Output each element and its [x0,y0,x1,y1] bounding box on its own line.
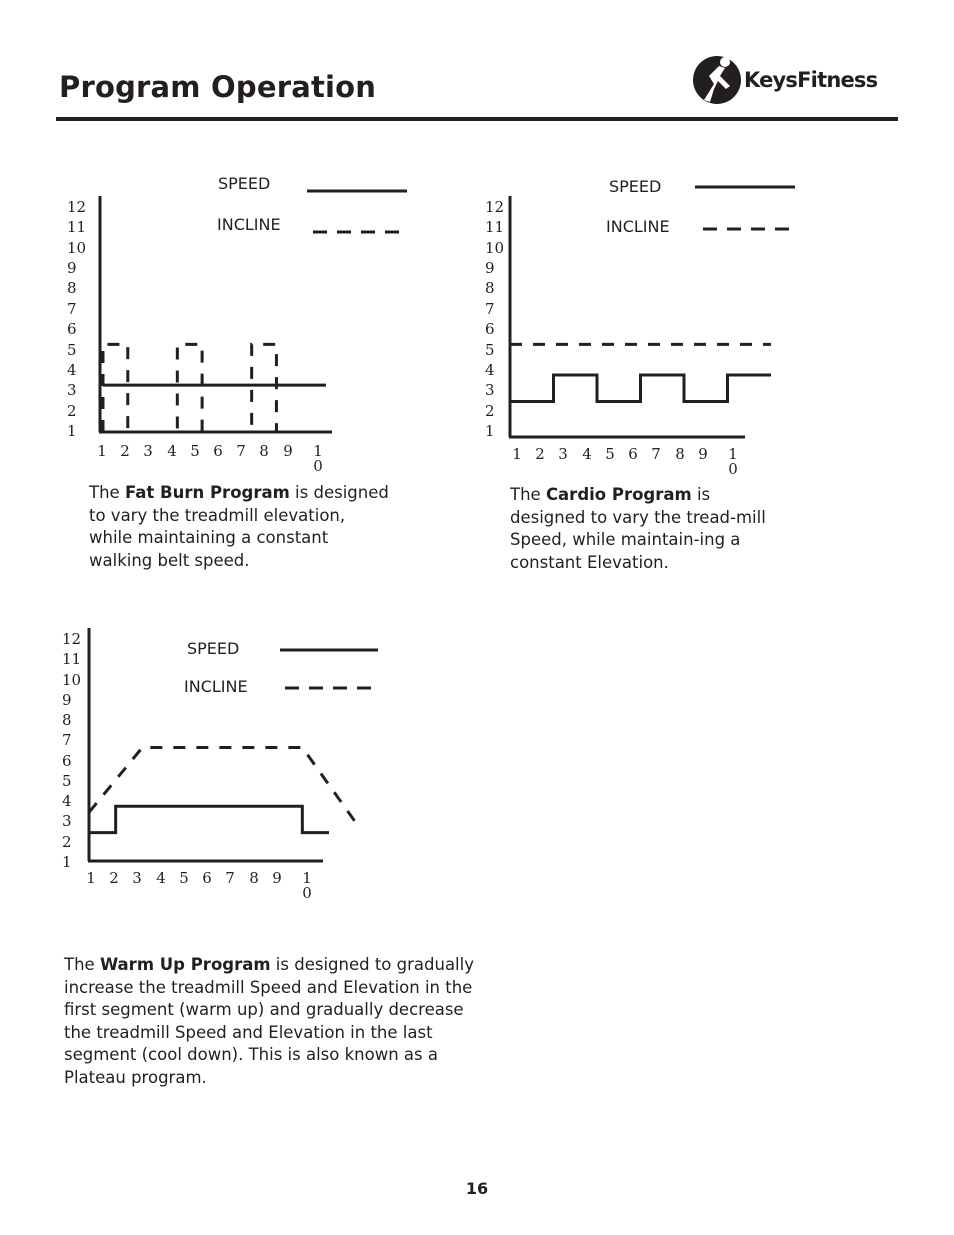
y-tick-label: 12 [62,630,82,648]
desc-text: is designed to vary the tread-mill Speed, while maintain-ing a constant Elevation. [510,485,766,572]
y-tick-label: 4 [67,360,77,379]
x-tick-label: 5 [190,442,200,460]
x-tick-label: 4 [167,442,177,460]
y-tick-label: 8 [67,279,77,298]
y-tick-label: 3 [67,381,77,400]
program-name: Warm Up Program [99,955,271,974]
y-tick-label: 1 [485,422,495,440]
x-tick-label: 7 [651,445,661,463]
logo-brand-light: Fitness [797,68,878,92]
x-tick-label: 8 [259,442,269,460]
x-tick-label: 1 0 [302,869,312,902]
desc-prefix: The [89,483,125,502]
cardio-description [510,484,768,574]
x-tick-label: 1 [512,445,522,463]
y-tick-label: 2 [67,401,77,420]
y-tick-label: 4 [485,360,495,379]
x-tick-label: 3 [558,445,568,463]
page-title: Program Operation [59,70,377,104]
program-name: Cardio Program [545,485,692,504]
x-tick-label: 1 0 [728,445,738,478]
desc-prefix: The [510,485,546,504]
y-tick-label: 12 [67,198,87,216]
y-tick-label: 3 [485,381,495,400]
y-tick-label: 5 [67,340,77,359]
x-tick-label: 9 [698,445,708,463]
y-tick-label: 8 [62,711,72,730]
x-tick-label: 6 [202,869,212,887]
y-tick-label: 1 [62,853,72,871]
y-tick-label: 9 [485,259,495,278]
y-tick-label: 5 [485,340,495,359]
y-tick-label: 10 [62,670,82,689]
y-tick-label: 8 [485,279,495,298]
y-tick-label: 2 [62,832,72,851]
x-tick-label: 2 [109,869,119,887]
legend-speed-label: SPEED [609,177,662,196]
y-tick-label: 7 [62,731,72,750]
y-tick-label: 7 [485,299,495,318]
y-tick-label: 6 [62,751,72,770]
y-tick-label: 12 [485,198,505,216]
y-tick-label: 11 [67,218,87,237]
fat-burn-description [89,482,389,572]
x-tick-label: 1 [97,442,107,460]
y-tick-label: 4 [62,792,72,811]
x-tick-label: 3 [132,869,142,887]
x-tick-label: 4 [582,445,592,463]
y-tick-label: 9 [62,690,72,709]
legend-speed-label: SPEED [187,639,240,658]
desc-text: is designed to gradually increase the treadmill Speed and Elevation in the first segment (warm up) and gradually decrease the treadmill Speed and Elevation in the last segment (cool down). This is also known as a Plateau program. [64,955,474,1087]
incline-series-line [89,747,356,822]
y-tick-label: 1 [67,422,77,440]
desc-text: is designed to vary the treadmill elevation, while maintaining a constant walking belt speed. [89,483,389,570]
x-tick-label: 7 [236,442,246,460]
legend-speed-label: SPEED [218,174,271,193]
page-number: 16 [465,1179,489,1198]
y-tick-label: 5 [62,771,72,790]
x-tick-label: 5 [179,869,189,887]
legend-incline-label: INCLINE [606,217,670,236]
x-tick-label: 8 [675,445,685,463]
logo-brand-bold: Keys [744,68,798,92]
y-tick-label: 6 [67,320,77,339]
x-tick-label: 6 [628,445,638,463]
legend-incline-label: INCLINE [217,215,281,234]
y-tick-label: 10 [485,238,505,257]
x-tick-label: 2 [120,442,130,460]
x-tick-label: 9 [283,442,293,460]
warm-up-description [64,954,474,1089]
x-tick-label: 2 [535,445,545,463]
desc-prefix: The [64,955,100,974]
y-tick-label: 2 [485,401,495,420]
y-tick-label: 9 [67,259,77,278]
y-tick-label: 11 [62,650,82,669]
x-tick-label: 1 [86,869,96,887]
program-name: Fat Burn Program [124,483,290,502]
x-tick-label: 3 [143,442,153,460]
x-tick-label: 9 [272,869,282,887]
x-tick-label: 6 [213,442,223,460]
speed-series-line [89,806,329,832]
y-tick-label: 10 [67,238,87,257]
y-tick-label: 11 [485,218,505,237]
y-tick-label: 6 [485,320,495,339]
x-tick-label: 4 [156,869,166,887]
x-tick-label: 7 [225,869,235,887]
x-tick-label: 1 0 [313,442,323,475]
x-tick-label: 5 [605,445,615,463]
legend-incline-label: INCLINE [184,677,248,696]
y-tick-label: 7 [67,299,77,318]
x-tick-label: 8 [249,869,259,887]
y-tick-label: 3 [62,812,72,831]
